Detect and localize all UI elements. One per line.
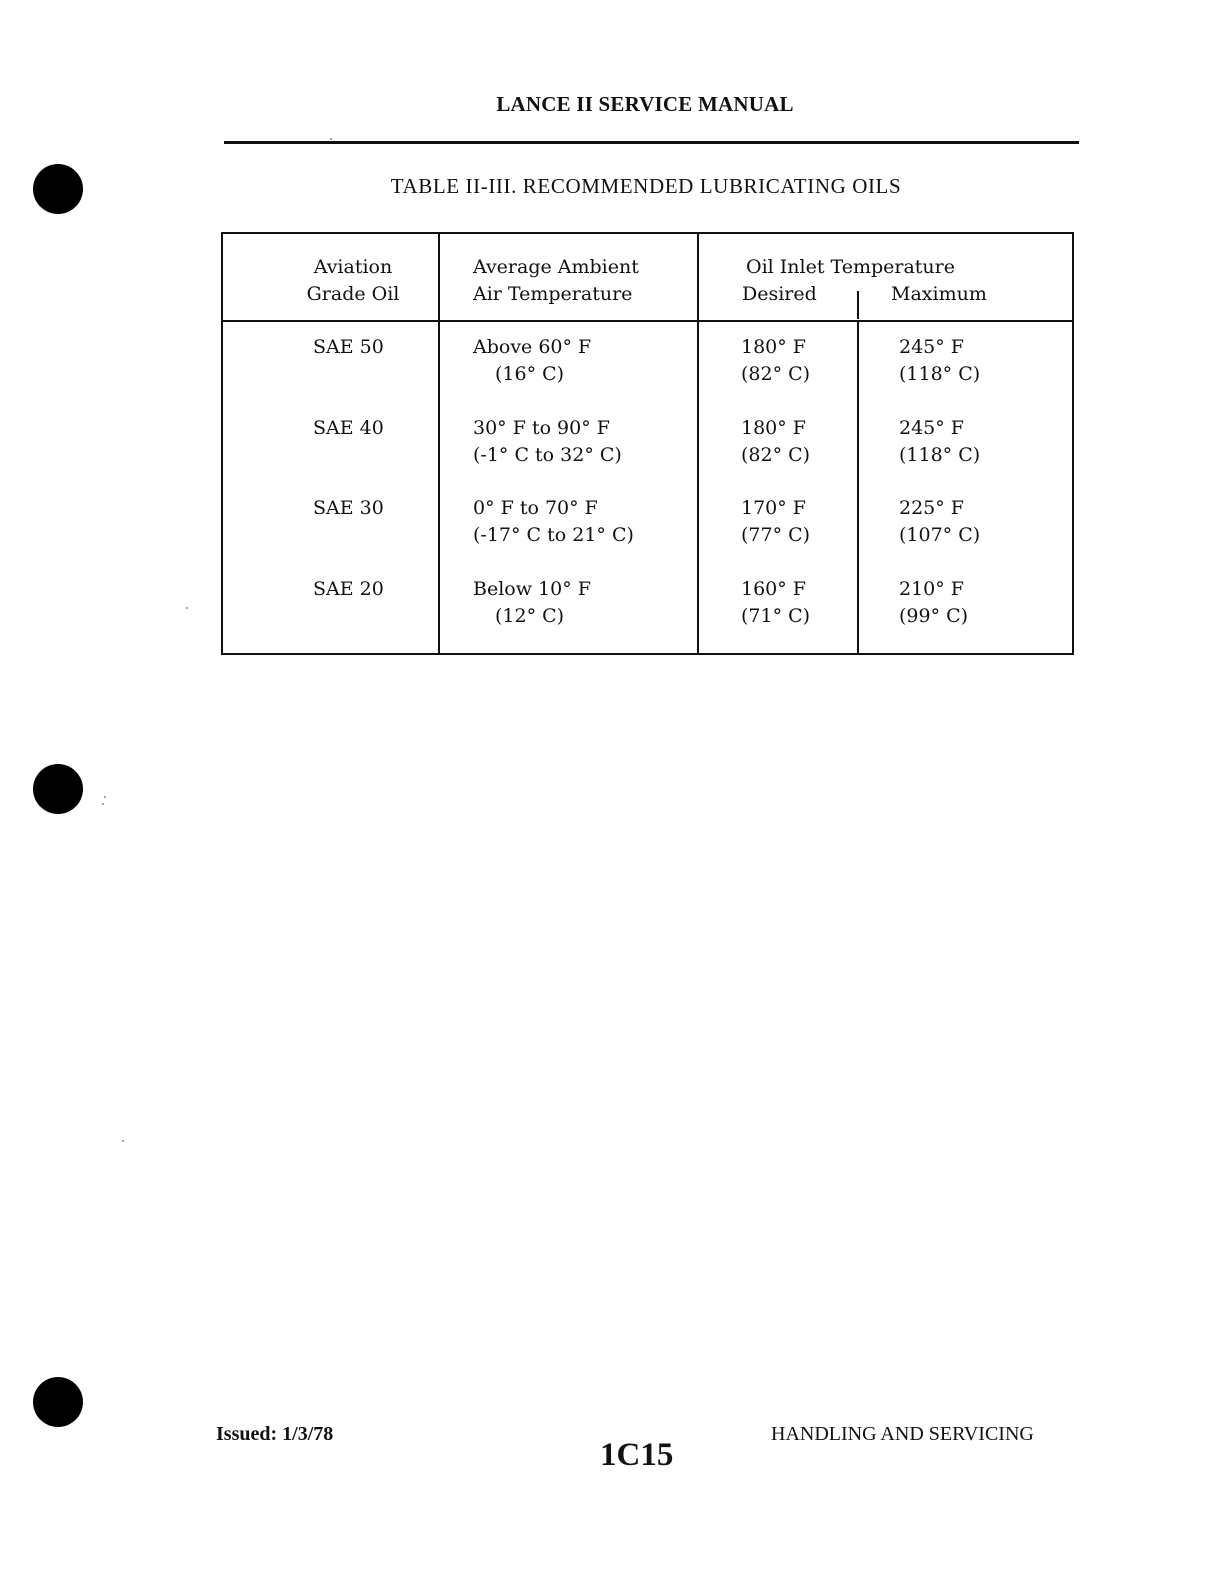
table-row-3-desired-c: (77° C) <box>741 524 811 546</box>
table-row-1-ambient-f: Above 60° F <box>473 336 592 358</box>
footer-section-title: HANDLING AND SERVICING <box>771 1423 1034 1445</box>
table-row-3-grade: SAE 30 <box>313 497 384 519</box>
header-oil-inlet: Oil Inlet Temperature <box>746 256 955 278</box>
header-ambient-line2: Air Temperature <box>473 283 633 305</box>
table-row-4-ambient <box>473 576 591 630</box>
punch-hole-bottom <box>33 1377 83 1427</box>
table-row-3-maximum-c: (107° C) <box>899 524 981 546</box>
table-row-2-ambient-c: (-1° C to 32° C) <box>473 444 622 466</box>
table-row-4-desired-f: 160° F <box>741 578 806 600</box>
column-divider-2 <box>697 234 699 653</box>
table-row-3-ambient-c: (-17° C to 21° C) <box>473 524 634 546</box>
table-row-3-desired-f: 170° F <box>741 497 806 519</box>
table-row-2-maximum <box>899 415 980 469</box>
column-divider-3 <box>857 320 859 653</box>
table-row-1-ambient-c: (16° C) <box>495 363 565 385</box>
table-row-4-maximum-c: (99° C) <box>899 605 969 627</box>
header-grade-oil <box>283 254 423 308</box>
header-desired: Desired <box>742 283 817 305</box>
table-row-4-ambient-c: (12° C) <box>495 605 565 627</box>
table-row-2-ambient <box>473 415 622 469</box>
header-divider <box>224 141 1079 144</box>
table-row-1-maximum-c: (118° C) <box>899 363 981 385</box>
table-row-1-desired-f: 180° F <box>741 336 806 358</box>
table-row-3-maximum <box>899 495 980 549</box>
table-row-1-maximum <box>899 334 980 388</box>
table-row-4-desired <box>741 576 810 630</box>
scan-speck <box>330 138 332 140</box>
table-row-2-maximum-c: (118° C) <box>899 444 981 466</box>
header-grade-line2: Grade Oil <box>306 283 400 305</box>
table-row-2-grade: SAE 40 <box>313 417 384 439</box>
table-row-3-ambient-f: 0° F to 70° F <box>473 497 598 519</box>
table-row-2-ambient-f: 30° F to 90° F <box>473 417 610 439</box>
table-row-3-ambient <box>473 495 634 549</box>
header-grade-line1: Aviation <box>313 256 393 278</box>
table-row-2-desired-c: (82° C) <box>741 444 811 466</box>
table-row-3-maximum-f: 225° F <box>899 497 964 519</box>
header-row-divider <box>223 320 1072 322</box>
header-ambient-line1: Average Ambient <box>473 256 639 278</box>
table-row-4-ambient-f: Below 10° F <box>473 578 591 600</box>
table-row-2-desired <box>741 415 810 469</box>
scan-speck <box>186 607 188 609</box>
table-row-4-desired-c: (71° C) <box>741 605 811 627</box>
table-row-4-maximum-f: 210° F <box>899 578 964 600</box>
header-ambient-temp <box>473 254 639 308</box>
table-row-1-ambient <box>473 334 591 388</box>
table-row-4-maximum <box>899 576 968 630</box>
column-divider-1 <box>438 234 440 653</box>
table-row-1-grade: SAE 50 <box>313 336 384 358</box>
table-row-1-desired <box>741 334 810 388</box>
footer-issued-date: Issued: 1/3/78 <box>216 1423 334 1445</box>
table-caption: TABLE II-III. RECOMMENDED LUBRICATING OILS <box>390 174 902 198</box>
scan-speck <box>122 1140 124 1142</box>
table-row-1-maximum-f: 245° F <box>899 336 964 358</box>
table-row-2-maximum-f: 245° F <box>899 417 964 439</box>
punch-hole-middle <box>33 764 83 814</box>
header-subdivider <box>857 291 859 319</box>
scan-speck <box>102 803 104 805</box>
page-number: 1C15 <box>600 1437 674 1473</box>
table-row-1-desired-c: (82° C) <box>741 363 811 385</box>
table-row-2-desired-f: 180° F <box>741 417 806 439</box>
header-maximum: Maximum <box>891 283 987 305</box>
table-row-3-desired <box>741 495 810 549</box>
lubricating-oils-table <box>221 232 1074 655</box>
scan-speck <box>104 796 106 798</box>
table-row-4-grade: SAE 20 <box>313 578 384 600</box>
page-header-title: LANCE II SERVICE MANUAL <box>496 92 794 116</box>
